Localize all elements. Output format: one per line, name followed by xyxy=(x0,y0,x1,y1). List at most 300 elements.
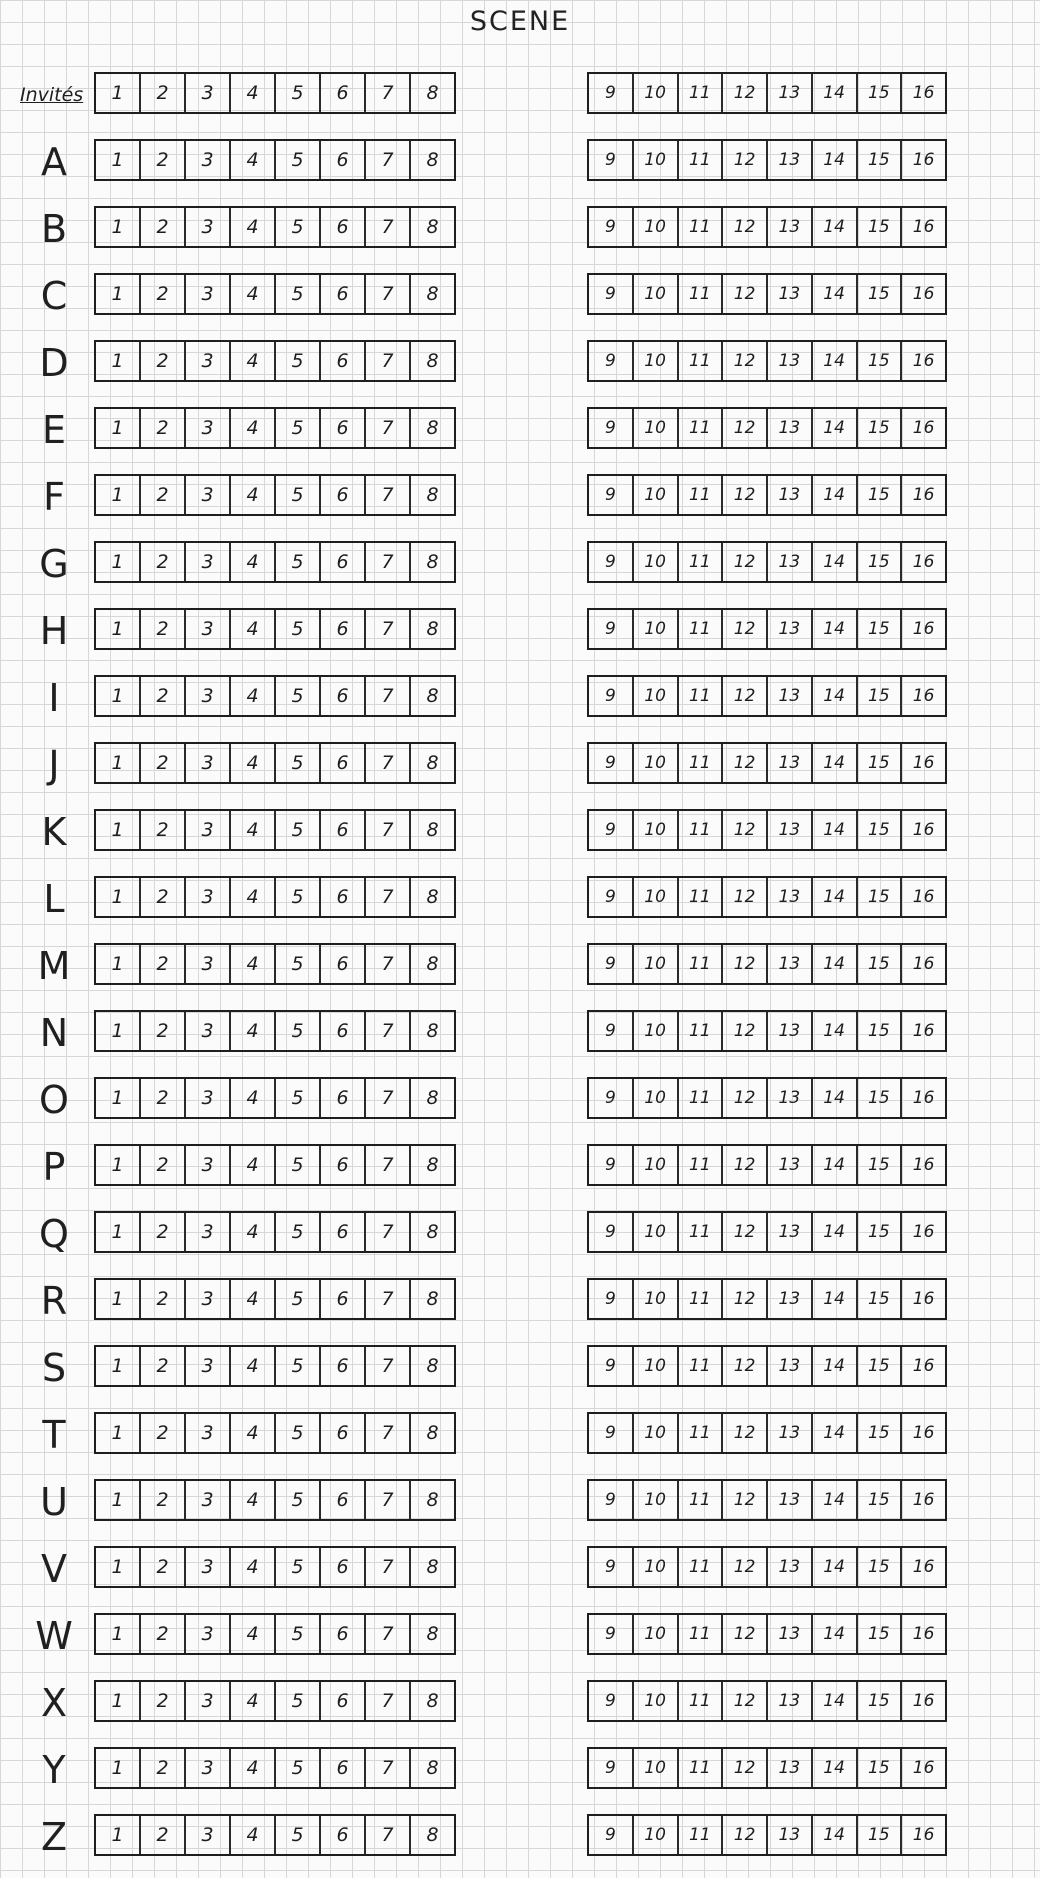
seat-cell: 15 xyxy=(858,476,903,514)
seat-cell: 12 xyxy=(723,1816,768,1854)
seat-cell: 7 xyxy=(366,610,411,648)
seat-cell: 7 xyxy=(366,342,411,380)
row-letter: J xyxy=(48,743,60,787)
seat-row-x xyxy=(0,1680,1040,1726)
seat-cell: 11 xyxy=(679,208,724,246)
seat-cell: 3 xyxy=(186,1481,231,1519)
seat-cell: 1 xyxy=(96,1079,141,1117)
seat-row-a xyxy=(0,139,1040,185)
seat-cell: 10 xyxy=(634,409,679,447)
seat-cell: 6 xyxy=(321,275,366,313)
row-letter: E xyxy=(41,408,66,452)
seat-cell: 15 xyxy=(858,1213,903,1251)
seat-cell: 16 xyxy=(912,1021,935,1041)
seat-cell: 10 xyxy=(634,610,679,648)
seat-cell: 1 xyxy=(96,1816,141,1854)
row-letter: K xyxy=(41,810,67,854)
seat-cell: 7 xyxy=(366,543,411,581)
seat-cell: 6 xyxy=(321,141,366,179)
seat-block-left-s xyxy=(94,1345,456,1387)
seat-cell: 11 xyxy=(679,610,724,648)
seat-cell: 8 xyxy=(426,1690,439,1712)
seat-cell: 13 xyxy=(768,1347,813,1385)
seat-cell: 1 xyxy=(96,141,141,179)
seat-cell: 7 xyxy=(366,74,411,112)
seat-row-q xyxy=(0,1211,1040,1257)
seat-cell: 1 xyxy=(96,208,141,246)
seat-cell: 11 xyxy=(679,141,724,179)
seat-cell: 14 xyxy=(813,275,858,313)
seat-cell: 16 xyxy=(912,1222,935,1242)
seat-cell: 2 xyxy=(141,543,186,581)
seat-cell: 15 xyxy=(858,610,903,648)
seat-cell: 2 xyxy=(141,744,186,782)
seat-cell: 5 xyxy=(276,476,321,514)
seat-row-p xyxy=(0,1144,1040,1190)
seat-cell: 8 xyxy=(426,1087,439,1109)
seat-cell: 15 xyxy=(858,208,903,246)
seat-cell: 2 xyxy=(141,1749,186,1787)
seat-cell: 2 xyxy=(141,141,186,179)
seat-cell: 3 xyxy=(186,342,231,380)
seat-cell: 15 xyxy=(858,1682,903,1720)
seat-cell: 15 xyxy=(858,1749,903,1787)
seat-cell: 12 xyxy=(723,1682,768,1720)
seat-cell: 12 xyxy=(723,1213,768,1251)
seat-cell: 8 xyxy=(426,1489,439,1511)
seat-cell: 3 xyxy=(186,208,231,246)
seat-row-e xyxy=(0,407,1040,453)
seat-cell: 15 xyxy=(858,1347,903,1385)
seat-cell: 1 xyxy=(96,878,141,916)
seat-cell: 1 xyxy=(96,811,141,849)
seat-cell: 13 xyxy=(768,275,813,313)
seat-cell: 13 xyxy=(768,74,813,112)
seat-cell: 8 xyxy=(426,1288,439,1310)
seat-cell: 8 xyxy=(426,283,439,305)
seat-cell: 7 xyxy=(366,1548,411,1586)
seat-cell: 8 xyxy=(426,1154,439,1176)
seat-cell: 11 xyxy=(679,1146,724,1184)
seat-block-right-g xyxy=(587,541,947,583)
seat-cell: 8 xyxy=(426,685,439,707)
seat-cell: 3 xyxy=(186,677,231,715)
seat-cell: 16 xyxy=(912,217,935,237)
seat-cell: 6 xyxy=(321,1347,366,1385)
seat-cell: 7 xyxy=(366,1414,411,1452)
seat-cell: 12 xyxy=(723,878,768,916)
seat-cell: 16 xyxy=(912,284,935,304)
seat-cell: 14 xyxy=(813,1213,858,1251)
seat-cell: 14 xyxy=(813,1548,858,1586)
seat-cell: 12 xyxy=(723,1079,768,1117)
seat-cell: 16 xyxy=(912,83,935,103)
seat-cell: 11 xyxy=(679,1012,724,1050)
seat-cell: 3 xyxy=(186,744,231,782)
seat-cell: 12 xyxy=(723,677,768,715)
seat-block-left-c xyxy=(94,273,456,315)
seat-cell: 6 xyxy=(321,1146,366,1184)
seat-cell: 1 xyxy=(96,1548,141,1586)
seat-cell: 4 xyxy=(231,342,276,380)
seat-cell: 13 xyxy=(768,1749,813,1787)
seat-cell: 2 xyxy=(141,610,186,648)
seat-block-left-q xyxy=(94,1211,456,1253)
seat-cell: 10 xyxy=(634,342,679,380)
seat-cell: 3 xyxy=(186,1347,231,1385)
seat-cell: 16 xyxy=(912,1691,935,1711)
seat-cell: 2 xyxy=(141,811,186,849)
seat-cell: 10 xyxy=(634,1615,679,1653)
seat-cell: 9 xyxy=(589,409,634,447)
seat-block-right-q xyxy=(587,1211,947,1253)
seat-cell: 3 xyxy=(186,610,231,648)
seat-cell: 14 xyxy=(813,1414,858,1452)
seat-cell: 14 xyxy=(813,1615,858,1653)
seat-cell: 12 xyxy=(723,342,768,380)
seat-cell: 12 xyxy=(723,1749,768,1787)
seat-cell: 1 xyxy=(96,409,141,447)
seat-cell: 5 xyxy=(276,1615,321,1653)
seat-block-left-x xyxy=(94,1680,456,1722)
seat-cell: 2 xyxy=(141,1280,186,1318)
seat-cell: 13 xyxy=(768,1414,813,1452)
seat-cell: 2 xyxy=(141,409,186,447)
seat-cell: 8 xyxy=(426,1422,439,1444)
seat-cell: 2 xyxy=(141,1481,186,1519)
seat-cell: 9 xyxy=(589,878,634,916)
seat-cell: 3 xyxy=(186,476,231,514)
seat-cell: 8 xyxy=(426,618,439,640)
seat-cell: 12 xyxy=(723,141,768,179)
seat-cell: 7 xyxy=(366,476,411,514)
seat-cell: 15 xyxy=(858,744,903,782)
seat-cell: 3 xyxy=(186,1548,231,1586)
seat-cell: 6 xyxy=(321,1213,366,1251)
seat-block-right-f xyxy=(587,474,947,516)
seat-cell: 4 xyxy=(231,1280,276,1318)
seat-cell: 16 xyxy=(912,1758,935,1778)
seat-cell: 6 xyxy=(321,1481,366,1519)
seat-cell: 13 xyxy=(768,1682,813,1720)
seat-cell: 14 xyxy=(813,1347,858,1385)
seat-cell: 4 xyxy=(231,1481,276,1519)
seat-cell: 11 xyxy=(679,409,724,447)
seat-cell: 14 xyxy=(813,878,858,916)
seat-cell: 6 xyxy=(321,476,366,514)
seat-cell: 15 xyxy=(858,1615,903,1653)
seat-cell: 14 xyxy=(813,1012,858,1050)
seat-cell: 9 xyxy=(589,1749,634,1787)
seat-cell: 3 xyxy=(186,1615,231,1653)
seat-cell: 12 xyxy=(723,1012,768,1050)
seat-cell: 5 xyxy=(276,878,321,916)
seat-block-left-y xyxy=(94,1747,456,1789)
seat-cell: 12 xyxy=(723,543,768,581)
seat-cell: 16 xyxy=(912,887,935,907)
seat-cell: 13 xyxy=(768,1012,813,1050)
seat-cell: 14 xyxy=(813,677,858,715)
seat-cell: 5 xyxy=(276,677,321,715)
row-letter: P xyxy=(42,1145,66,1189)
seat-cell: 13 xyxy=(768,744,813,782)
seat-cell: 1 xyxy=(96,744,141,782)
seat-cell: 5 xyxy=(276,1816,321,1854)
seat-row-z xyxy=(0,1814,1040,1860)
seat-cell: 5 xyxy=(276,1548,321,1586)
seat-cell: 11 xyxy=(679,1347,724,1385)
seat-cell: 16 xyxy=(912,1624,935,1644)
seat-cell: 13 xyxy=(768,1481,813,1519)
seat-cell: 15 xyxy=(858,409,903,447)
seat-row-invites xyxy=(0,72,1040,118)
seat-block-left-d xyxy=(94,340,456,382)
seat-row-j xyxy=(0,742,1040,788)
seat-cell: 3 xyxy=(186,1682,231,1720)
seat-block-right-p xyxy=(587,1144,947,1186)
seat-cell: 16 xyxy=(912,954,935,974)
seat-cell: 6 xyxy=(321,744,366,782)
seat-cell: 9 xyxy=(589,1079,634,1117)
seat-cell: 5 xyxy=(276,1079,321,1117)
seat-cell: 10 xyxy=(634,1414,679,1452)
seat-cell: 7 xyxy=(366,1012,411,1050)
seat-block-right-r xyxy=(587,1278,947,1320)
seat-row-i xyxy=(0,675,1040,721)
seat-block-right-v xyxy=(587,1546,947,1588)
seat-cell: 16 xyxy=(912,552,935,572)
seat-row-s xyxy=(0,1345,1040,1391)
seat-cell: 4 xyxy=(231,1749,276,1787)
seat-cell: 15 xyxy=(858,141,903,179)
seat-cell: 6 xyxy=(321,1079,366,1117)
seat-cell: 10 xyxy=(634,1548,679,1586)
seat-cell: 15 xyxy=(858,811,903,849)
seat-cell: 14 xyxy=(813,1749,858,1787)
seat-cell: 5 xyxy=(276,409,321,447)
seat-block-right-d xyxy=(587,340,947,382)
seat-cell: 12 xyxy=(723,1414,768,1452)
seat-cell: 8 xyxy=(426,1221,439,1243)
seat-cell: 11 xyxy=(679,1548,724,1586)
seat-cell: 1 xyxy=(96,1146,141,1184)
seat-cell: 8 xyxy=(426,350,439,372)
seat-cell: 12 xyxy=(723,476,768,514)
seat-cell: 2 xyxy=(141,1615,186,1653)
seat-cell: 1 xyxy=(96,1749,141,1787)
seat-cell: 1 xyxy=(96,1213,141,1251)
seat-cell: 10 xyxy=(634,74,679,112)
seat-cell: 16 xyxy=(912,1155,935,1175)
seat-cell: 16 xyxy=(912,418,935,438)
seat-cell: 12 xyxy=(723,1481,768,1519)
seat-cell: 10 xyxy=(634,1682,679,1720)
seat-cell: 4 xyxy=(231,945,276,983)
seat-cell: 10 xyxy=(634,1012,679,1050)
seat-cell: 7 xyxy=(366,1146,411,1184)
seat-cell: 9 xyxy=(589,945,634,983)
seat-cell: 1 xyxy=(96,342,141,380)
seat-block-right-n xyxy=(587,1010,947,1052)
row-letter: Q xyxy=(39,1212,69,1256)
row-letter: H xyxy=(39,609,69,653)
seat-cell: 16 xyxy=(912,619,935,639)
seat-cell: 4 xyxy=(231,1213,276,1251)
seat-cell: 13 xyxy=(768,1146,813,1184)
seat-cell: 14 xyxy=(813,1146,858,1184)
seat-cell: 10 xyxy=(634,744,679,782)
seat-cell: 12 xyxy=(723,409,768,447)
seat-cell: 10 xyxy=(634,543,679,581)
seat-block-right-z xyxy=(587,1814,947,1856)
seat-block-right-a xyxy=(587,139,947,181)
seat-row-v xyxy=(0,1546,1040,1592)
seat-cell: 1 xyxy=(96,1682,141,1720)
seat-cell: 2 xyxy=(141,208,186,246)
seat-cell: 2 xyxy=(141,342,186,380)
seat-cell: 12 xyxy=(723,610,768,648)
seat-cell: 11 xyxy=(679,1682,724,1720)
seat-block-right-b xyxy=(587,206,947,248)
seat-cell: 7 xyxy=(366,409,411,447)
seat-cell: 5 xyxy=(276,1012,321,1050)
row-letter: L xyxy=(43,877,65,921)
seat-cell: 12 xyxy=(723,744,768,782)
seat-cell: 11 xyxy=(679,744,724,782)
seat-cell: 4 xyxy=(231,878,276,916)
seat-cell: 6 xyxy=(321,1012,366,1050)
seat-cell: 16 xyxy=(912,485,935,505)
seat-row-h xyxy=(0,608,1040,654)
seat-cell: 5 xyxy=(276,1280,321,1318)
seat-cell: 7 xyxy=(366,275,411,313)
seat-cell: 15 xyxy=(858,1079,903,1117)
seat-cell: 3 xyxy=(186,1816,231,1854)
seat-cell: 15 xyxy=(858,543,903,581)
seat-cell: 10 xyxy=(634,1816,679,1854)
seat-cell: 9 xyxy=(589,1347,634,1385)
seat-cell: 5 xyxy=(276,1749,321,1787)
row-letter: N xyxy=(39,1011,69,1055)
seat-cell: 1 xyxy=(96,543,141,581)
row-letter: D xyxy=(39,341,69,385)
seat-cell: 14 xyxy=(813,74,858,112)
seat-row-l xyxy=(0,876,1040,922)
seat-cell: 3 xyxy=(186,1213,231,1251)
seat-cell: 2 xyxy=(141,878,186,916)
seat-cell: 9 xyxy=(589,141,634,179)
seat-cell: 9 xyxy=(589,74,634,112)
seat-cell: 5 xyxy=(276,1213,321,1251)
seat-cell: 13 xyxy=(768,1615,813,1653)
seat-cell: 9 xyxy=(589,744,634,782)
seat-block-right-t xyxy=(587,1412,947,1454)
seat-block-left-g xyxy=(94,541,456,583)
seat-cell: 8 xyxy=(426,1623,439,1645)
seat-cell: 13 xyxy=(768,543,813,581)
seat-cell: 14 xyxy=(813,1079,858,1117)
seat-cell: 8 xyxy=(426,752,439,774)
row-letter: T xyxy=(42,1413,66,1457)
seat-cell: 11 xyxy=(679,1213,724,1251)
seat-cell: 13 xyxy=(768,878,813,916)
row-letter: Z xyxy=(40,1815,68,1859)
seat-cell: 2 xyxy=(141,1414,186,1452)
row-letter: O xyxy=(39,1078,69,1122)
seat-cell: 16 xyxy=(912,351,935,371)
seat-cell: 2 xyxy=(141,1079,186,1117)
seat-cell: 10 xyxy=(634,208,679,246)
seat-cell: 13 xyxy=(768,141,813,179)
seat-cell: 11 xyxy=(679,1481,724,1519)
seat-block-left-w xyxy=(94,1613,456,1655)
seat-cell: 5 xyxy=(276,744,321,782)
row-letter: B xyxy=(40,207,68,251)
seat-row-n xyxy=(0,1010,1040,1056)
seat-cell: 1 xyxy=(96,275,141,313)
row-letter: W xyxy=(35,1614,73,1658)
row-letter: V xyxy=(41,1547,67,1591)
seat-cell: 7 xyxy=(366,677,411,715)
seat-cell: 13 xyxy=(768,610,813,648)
row-letter: X xyxy=(40,1681,68,1725)
seat-cell: 14 xyxy=(813,811,858,849)
seat-row-m xyxy=(0,943,1040,989)
seat-cell: 11 xyxy=(679,476,724,514)
seat-cell: 9 xyxy=(589,1816,634,1854)
seat-cell: 9 xyxy=(589,476,634,514)
seat-cell: 12 xyxy=(723,1548,768,1586)
seat-cell: 11 xyxy=(679,1414,724,1452)
seat-cell: 6 xyxy=(321,409,366,447)
seat-cell: 14 xyxy=(813,610,858,648)
seat-cell: 2 xyxy=(141,1012,186,1050)
seat-cell: 6 xyxy=(321,878,366,916)
seat-cell: 9 xyxy=(589,811,634,849)
row-letter: S xyxy=(41,1346,67,1390)
seat-cell: 3 xyxy=(186,1749,231,1787)
seat-cell: 16 xyxy=(912,1423,935,1443)
seat-cell: 2 xyxy=(141,1347,186,1385)
seat-cell: 4 xyxy=(231,610,276,648)
seat-cell: 4 xyxy=(231,1615,276,1653)
seat-cell: 9 xyxy=(589,677,634,715)
seat-cell: 14 xyxy=(813,141,858,179)
seat-block-left-b xyxy=(94,206,456,248)
seat-cell: 10 xyxy=(634,476,679,514)
seat-row-b xyxy=(0,206,1040,252)
seat-cell: 13 xyxy=(768,945,813,983)
seat-cell: 11 xyxy=(679,1816,724,1854)
seat-cell: 10 xyxy=(634,1213,679,1251)
seat-cell: 6 xyxy=(321,1682,366,1720)
seat-cell: 15 xyxy=(858,74,903,112)
seat-cell: 7 xyxy=(366,1481,411,1519)
seat-cell: 5 xyxy=(276,74,321,112)
seat-cell: 11 xyxy=(679,1749,724,1787)
seat-cell: 9 xyxy=(589,1481,634,1519)
seat-cell: 5 xyxy=(276,275,321,313)
seat-cell: 8 xyxy=(426,216,439,238)
seat-cell: 2 xyxy=(141,1146,186,1184)
stage-title: SCENE xyxy=(469,6,571,37)
seat-cell: 4 xyxy=(231,74,276,112)
seat-cell: 13 xyxy=(768,1280,813,1318)
seat-cell: 3 xyxy=(186,409,231,447)
seat-cell: 10 xyxy=(634,1481,679,1519)
seat-cell: 5 xyxy=(276,208,321,246)
seat-cell: 4 xyxy=(231,1414,276,1452)
